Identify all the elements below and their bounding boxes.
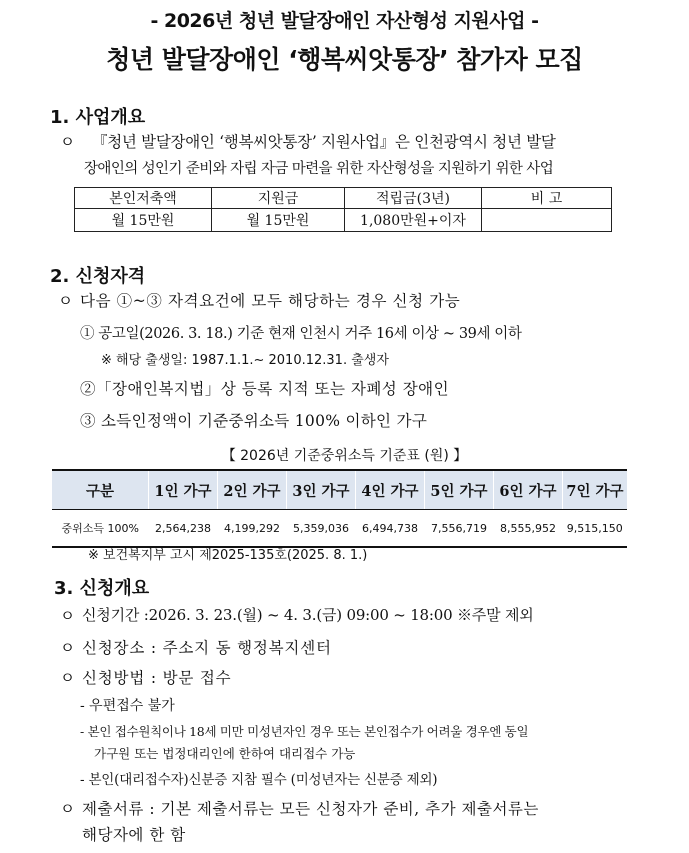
savings-cell: 월 15만원 [75, 209, 212, 232]
page-subtitle: - 2026년 청년 발달장애인 자산형성 지원사업 - [150, 10, 539, 32]
income-header-cell: 7인 가구 [563, 470, 628, 510]
income-table-caption: 【 2026년 기준중위소득 기준표 (원) 】 [221, 448, 468, 464]
eligibility-item-1: ① 공고일(2026. 3. 18.) 기준 현재 인천시 거주 16세 이상 ~ 39세 이하 [80, 326, 522, 342]
section-heading-eligibility: 2. 신청자격 [50, 266, 146, 287]
application-method: 신청방법 : 방문 접수 [82, 669, 232, 687]
savings-header-cell: 비 고 [482, 188, 612, 209]
income-cell: 4,199,292 [218, 510, 287, 548]
page-title: 청년 발달장애인 ‘행복씨앗통장’ 참가자 모집 [106, 45, 583, 74]
eligibility-item-3: ③ 소득인정액이 기준중위소득 100% 이하인 가구 [80, 412, 428, 430]
income-cell: 중위소득 100% [52, 510, 149, 548]
income-cell: 8,555,952 [494, 510, 563, 548]
section-heading-overview: 1. 사업개요 [50, 107, 146, 128]
income-table [52, 469, 627, 548]
method-note-no-mail: - 우편접수 불가 [80, 698, 175, 714]
income-table-row [52, 510, 627, 548]
bullet-marker: ㅇ [60, 607, 75, 625]
birthdate-note: ※ 해당 출생일: 1987.1.1.~ 2010.12.31. 출생자 [101, 353, 389, 368]
bullet-marker: ㅇ [60, 639, 75, 657]
eligibility-item-2: ②「장애인복지법」상 등록 지적 또는 자폐성 장애인 [80, 380, 450, 398]
overview-text-line1: 『청년 발달장애인 ‘행복씨앗통장’ 지원사업』은 인천광역시 청년 발달 [92, 133, 556, 151]
section-heading-application: 3. 신청개요 [54, 578, 150, 599]
bullet-marker: ㅇ [60, 800, 75, 818]
source-note: ※ 보건복지부 고시 제2025-135호(2025. 8. 1.) [88, 548, 368, 563]
income-table-header-row [52, 470, 627, 510]
savings-cell [482, 209, 612, 232]
method-note-id: - 본인(대리접수자)신분증 지참 필수 (미성년자는 신분증 제외) [80, 772, 438, 788]
application-place: 신청장소 : 주소지 동 행정복지센터 [82, 639, 332, 657]
income-cell: 7,556,719 [425, 510, 494, 548]
method-note-proxy-line1: - 본인 접수원칙이나 18세 미만 미성년자인 경우 또는 본인접수가 어려울 경우엔 동일 [80, 724, 529, 739]
savings-table [74, 187, 612, 232]
savings-header-cell: 지원금 [212, 188, 345, 209]
savings-table-row [75, 209, 612, 232]
bullet-marker: ㅇ [60, 133, 75, 151]
documents-line2: 해당자에 한 함 [82, 826, 186, 844]
income-header-cell: 1인 가구 [149, 470, 218, 510]
savings-table-header-row [75, 188, 612, 209]
savings-cell: 월 15만원 [212, 209, 345, 232]
income-cell: 9,515,150 [563, 510, 628, 548]
eligibility-intro: 다음 ①~③ 자격요건에 모두 해당하는 경우 신청 가능 [80, 292, 461, 310]
application-period: 신청기간 :2026. 3. 23.(월) ~ 4. 3.(금) 09:00 ~ 18:00 ※주말 제외 [82, 606, 534, 624]
income-cell: 5,359,036 [287, 510, 356, 548]
income-header-cell: 5인 가구 [425, 470, 494, 510]
income-header-cell: 구분 [52, 470, 149, 510]
savings-header-cell: 본인저축액 [75, 188, 212, 209]
savings-header-cell: 적립금(3년) [345, 188, 482, 209]
method-note-proxy-line2: 가구원 또는 법정대리인에 한하여 대리접수 가능 [94, 746, 356, 761]
savings-cell: 1,080만원+이자 [345, 209, 482, 232]
documents-line1: 제출서류 : 기본 제출서류는 모든 신청자가 준비, 추가 제출서류는 [82, 800, 539, 818]
bullet-marker: ㅇ [60, 669, 75, 687]
income-cell: 2,564,238 [149, 510, 218, 548]
bullet-marker: ㅇ [58, 292, 73, 310]
income-header-cell: 4인 가구 [356, 470, 425, 510]
income-cell: 6,494,738 [356, 510, 425, 548]
income-header-cell: 6인 가구 [494, 470, 563, 510]
income-header-cell: 3인 가구 [287, 470, 356, 510]
income-header-cell: 2인 가구 [218, 470, 287, 510]
overview-text-line2: 장애인의 성인기 준비와 자립 자금 마련을 위한 자산형성을 지원하기 위한 사업 [84, 161, 554, 177]
